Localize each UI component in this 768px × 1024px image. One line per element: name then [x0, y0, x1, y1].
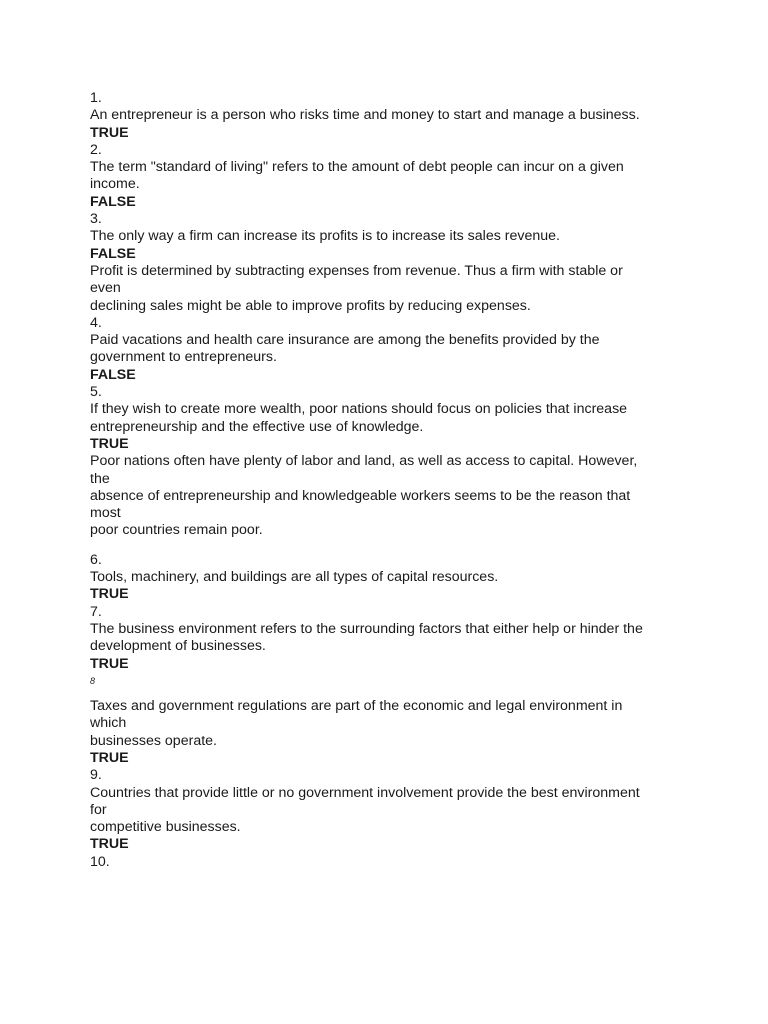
answer-label: TRUE — [90, 435, 129, 452]
explanation-text: the — [90, 470, 110, 487]
answer-label: FALSE — [90, 245, 136, 262]
question-number: 7. — [90, 603, 102, 620]
question-number: 2. — [90, 141, 102, 158]
question-text: The only way a firm can increase its profits is to increase its sales revenue. — [90, 228, 560, 245]
answer-label: FALSE — [90, 366, 136, 383]
question-number: 6. — [90, 551, 102, 568]
answer-label: TRUE — [90, 586, 129, 603]
answer-label: TRUE — [90, 124, 129, 141]
question-text: competitive businesses. — [90, 819, 241, 836]
question-text: If they wish to create more wealth, poor nations should focus on policies that increase — [90, 401, 628, 418]
question-4 — [90, 315, 760, 384]
question-number: 5. — [90, 384, 102, 401]
question-text: businesses operate. — [90, 732, 217, 749]
answer-label: TRUE — [90, 749, 129, 766]
explanation-text: absence of entrepreneurship and knowledgeable workers seems to be the reason that — [90, 487, 631, 504]
explanation-text: Profit is determined by subtracting expenses from revenue. Thus a firm with stable or — [90, 262, 623, 279]
answer-label: FALSE — [90, 193, 136, 210]
document-page — [90, 90, 760, 871]
question-6 — [90, 552, 760, 604]
question-text: development of businesses. — [90, 638, 266, 655]
question-5 — [90, 384, 760, 540]
question-text: which — [90, 715, 127, 732]
question-text: for — [90, 801, 107, 818]
question-text: government to entrepreneurs. — [90, 349, 277, 366]
question-text: The term "standard of living" refers to the amount of debt people can incur on a given — [90, 159, 624, 176]
question-2 — [90, 142, 760, 211]
question-text: Tools, machinery, and buildings are all types of capital resources. — [90, 569, 499, 586]
question-number: 4. — [90, 314, 102, 331]
question-number: 9. — [90, 767, 102, 784]
paragraph-gap — [90, 540, 760, 552]
question-text: Taxes and government regulations are part of the economic and legal environment in — [90, 698, 623, 715]
question-7 — [90, 604, 760, 673]
question-text: An entrepreneur is a person who risks time and money to start and manage a business. — [90, 107, 640, 124]
question-number: 1. — [90, 90, 102, 106]
question-10 — [90, 854, 760, 871]
answer-label: TRUE — [90, 836, 129, 853]
explanation-text: declining sales might be able to improve profits by reducing expenses. — [90, 297, 531, 314]
explanation-text: Poor nations often have plenty of labor and land, as well as access to capital. However, — [90, 453, 638, 470]
question-1 — [90, 90, 760, 142]
question-text: The business environment refers to the surrounding factors that either help or hinder the — [90, 620, 643, 637]
question-text: Paid vacations and health care insurance are among the benefits provided by the — [90, 332, 600, 349]
explanation-text: even — [90, 280, 121, 297]
question-text: income. — [90, 176, 140, 193]
question-text: entrepreneurship and the effective use of knowledge. — [90, 418, 424, 435]
answer-label: TRUE — [90, 655, 129, 672]
question-3 — [90, 211, 760, 315]
question-number: 3. — [90, 211, 102, 228]
question-text: Countries that provide little or no government involvement provide the best environment — [90, 784, 640, 801]
question-number: 10. — [90, 853, 110, 870]
question-number: 8 — [90, 675, 96, 686]
question-8 — [90, 673, 760, 767]
question-9 — [90, 767, 760, 853]
explanation-text: poor countries remain poor. — [90, 522, 263, 539]
paragraph-gap — [90, 690, 760, 698]
explanation-text: most — [90, 505, 121, 522]
